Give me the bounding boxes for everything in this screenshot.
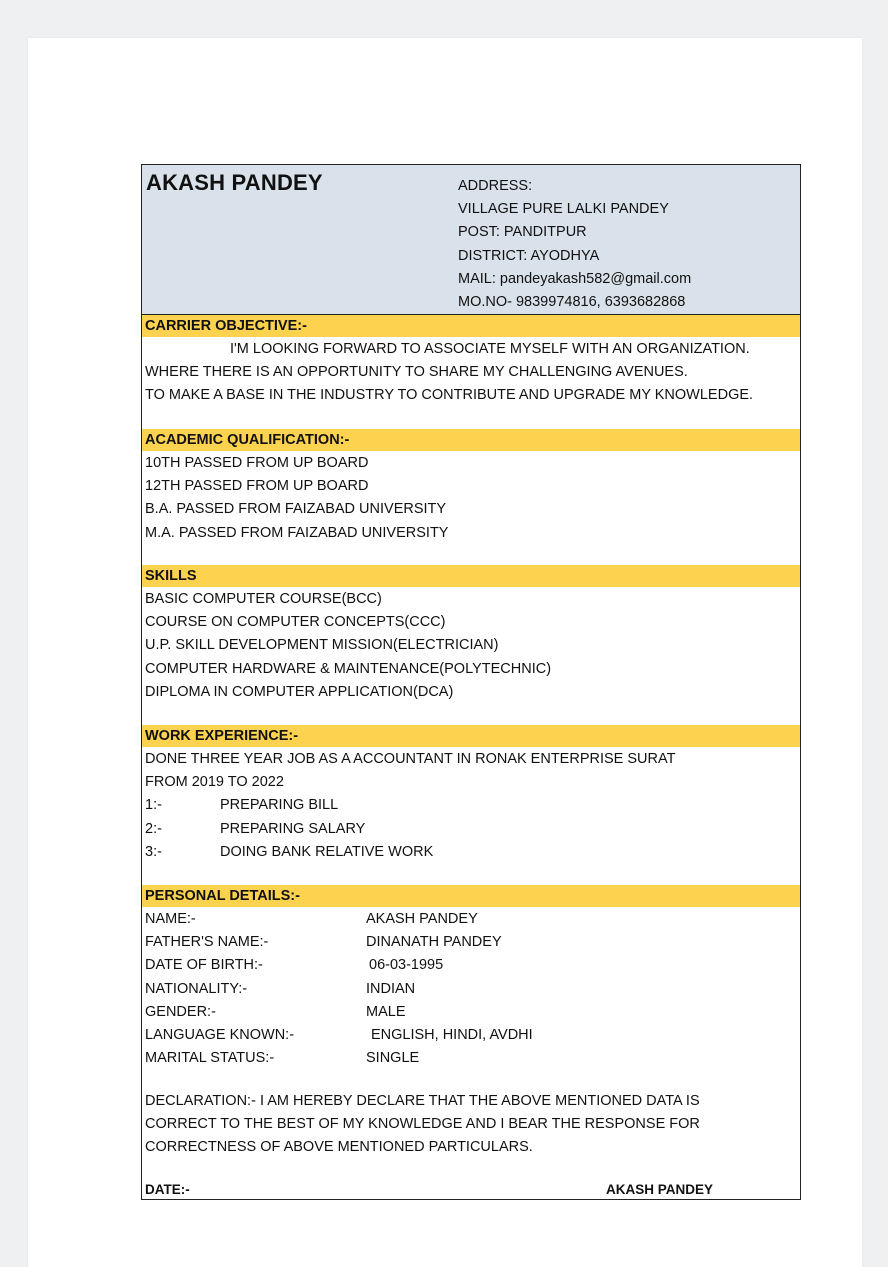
declaration-line: CORRECT TO THE BEST OF MY KNOWLEDGE AND I BEAR THE RESPONSE FOR: [145, 1116, 700, 1133]
detail-value: INDIAN: [366, 980, 416, 997]
skills-heading: SKILLS: [142, 565, 800, 587]
work-period: FROM 2019 TO 2022: [145, 774, 284, 791]
skill-item: COURSE ON COMPUTER CONCEPTS(CCC): [145, 614, 446, 631]
address-village: VILLAGE PURE LALKI PANDEY: [458, 201, 669, 218]
address-mobile: MO.NO- 9839974816, 6393682868: [458, 294, 686, 311]
duty-number: 1:-: [145, 797, 162, 814]
detail-label: FATHER'S NAME:-: [145, 934, 269, 951]
detail-label: MARITAL STATUS:-: [145, 1050, 275, 1067]
work-heading: WORK EXPERIENCE:-: [142, 725, 800, 747]
address-block: [458, 175, 691, 314]
duty-row: [145, 818, 675, 841]
detail-label: LANGUAGE KNOWN:-: [145, 1026, 295, 1043]
declaration-line: DECLARATION:- I AM HEREBY DECLARE THAT THE ABOVE MENTIONED DATA IS: [145, 1093, 700, 1109]
detail-value: 06-03-1995: [369, 957, 444, 974]
objective-heading: CARRIER OBJECTIVE:-: [142, 315, 800, 337]
objective-line: I'M LOOKING FORWARD TO ASSOCIATE MYSELF WITH AN ORGANIZATION.: [230, 341, 750, 357]
objective-text: [145, 338, 753, 408]
academic-item: 12TH PASSED FROM UP BOARD: [145, 478, 369, 495]
objective-line: TO MAKE A BASE IN THE INDUSTRY TO CONTRIBUTE AND UPGRADE MY KNOWLEDGE.: [145, 387, 754, 404]
detail-value: ENGLISH, HINDI, AVDHI: [371, 1026, 533, 1043]
detail-value: AKASH PANDEY: [366, 911, 478, 927]
date-label: DATE:-: [145, 1182, 190, 1197]
declaration-line: CORRECTNESS OF ABOVE MENTIONED PARTICULARS.: [145, 1139, 533, 1156]
address-mail: MAIL: pandeyakash582@gmail.com: [458, 270, 692, 287]
skills-list: [145, 588, 551, 704]
skill-item: U.P. SKILL DEVELOPMENT MISSION(ELECTRICIAN): [145, 637, 499, 654]
academic-list: [145, 452, 448, 545]
detail-label: NAME:-: [145, 911, 196, 927]
detail-label: DATE OF BIRTH:-: [145, 957, 263, 974]
detail-value: SINGLE: [366, 1050, 420, 1067]
objective-line: WHERE THERE IS AN OPPORTUNITY TO SHARE MY CHALLENGING AVENUES.: [145, 364, 688, 381]
skill-item: BASIC COMPUTER COURSE(BCC): [145, 591, 382, 607]
resume-header: [142, 165, 800, 315]
work-details: [145, 748, 675, 864]
duty-number: 3:-: [145, 843, 162, 860]
duty-text: DOING BANK RELATIVE WORK: [220, 843, 434, 860]
signature: AKASH PANDEY: [606, 1182, 714, 1197]
work-line: DONE THREE YEAR JOB AS A ACCOUNTANT IN RONAK ENTERPRISE SURAT: [145, 751, 676, 767]
duty-number: 2:-: [145, 820, 162, 837]
skill-item: DIPLOMA IN COMPUTER APPLICATION(DCA): [145, 683, 454, 700]
skill-item: COMPUTER HARDWARE & MAINTENANCE(POLYTECHNIC): [145, 660, 552, 677]
document-page: [28, 38, 862, 1267]
duty-row: [145, 841, 675, 864]
address-label: ADDRESS:: [458, 178, 533, 194]
duty-row: [145, 794, 675, 817]
candidate-name: AKASH PANDEY: [146, 170, 323, 195]
declaration: [145, 1090, 700, 1160]
academic-item: B.A. PASSED FROM FAIZABAD UNIVERSITY: [145, 501, 447, 518]
academic-heading: ACADEMIC QUALIFICATION:-: [142, 429, 800, 451]
resume-sheet: [141, 164, 801, 1200]
detail-value: DINANATH PANDEY: [366, 934, 502, 951]
duty-text: PREPARING BILL: [220, 797, 339, 814]
personal-heading: PERSONAL DETAILS:-: [142, 885, 800, 907]
detail-label: GENDER:-: [145, 1003, 216, 1020]
address-district: DISTRICT: AYODHYA: [458, 247, 600, 264]
academic-item: M.A. PASSED FROM FAIZABAD UNIVERSITY: [145, 524, 449, 541]
detail-label: NATIONALITY:-: [145, 980, 248, 997]
detail-value: MALE: [366, 1003, 406, 1020]
academic-item: 10TH PASSED FROM UP BOARD: [145, 455, 369, 471]
address-post: POST: PANDITPUR: [458, 224, 587, 241]
duty-text: PREPARING SALARY: [220, 820, 366, 837]
